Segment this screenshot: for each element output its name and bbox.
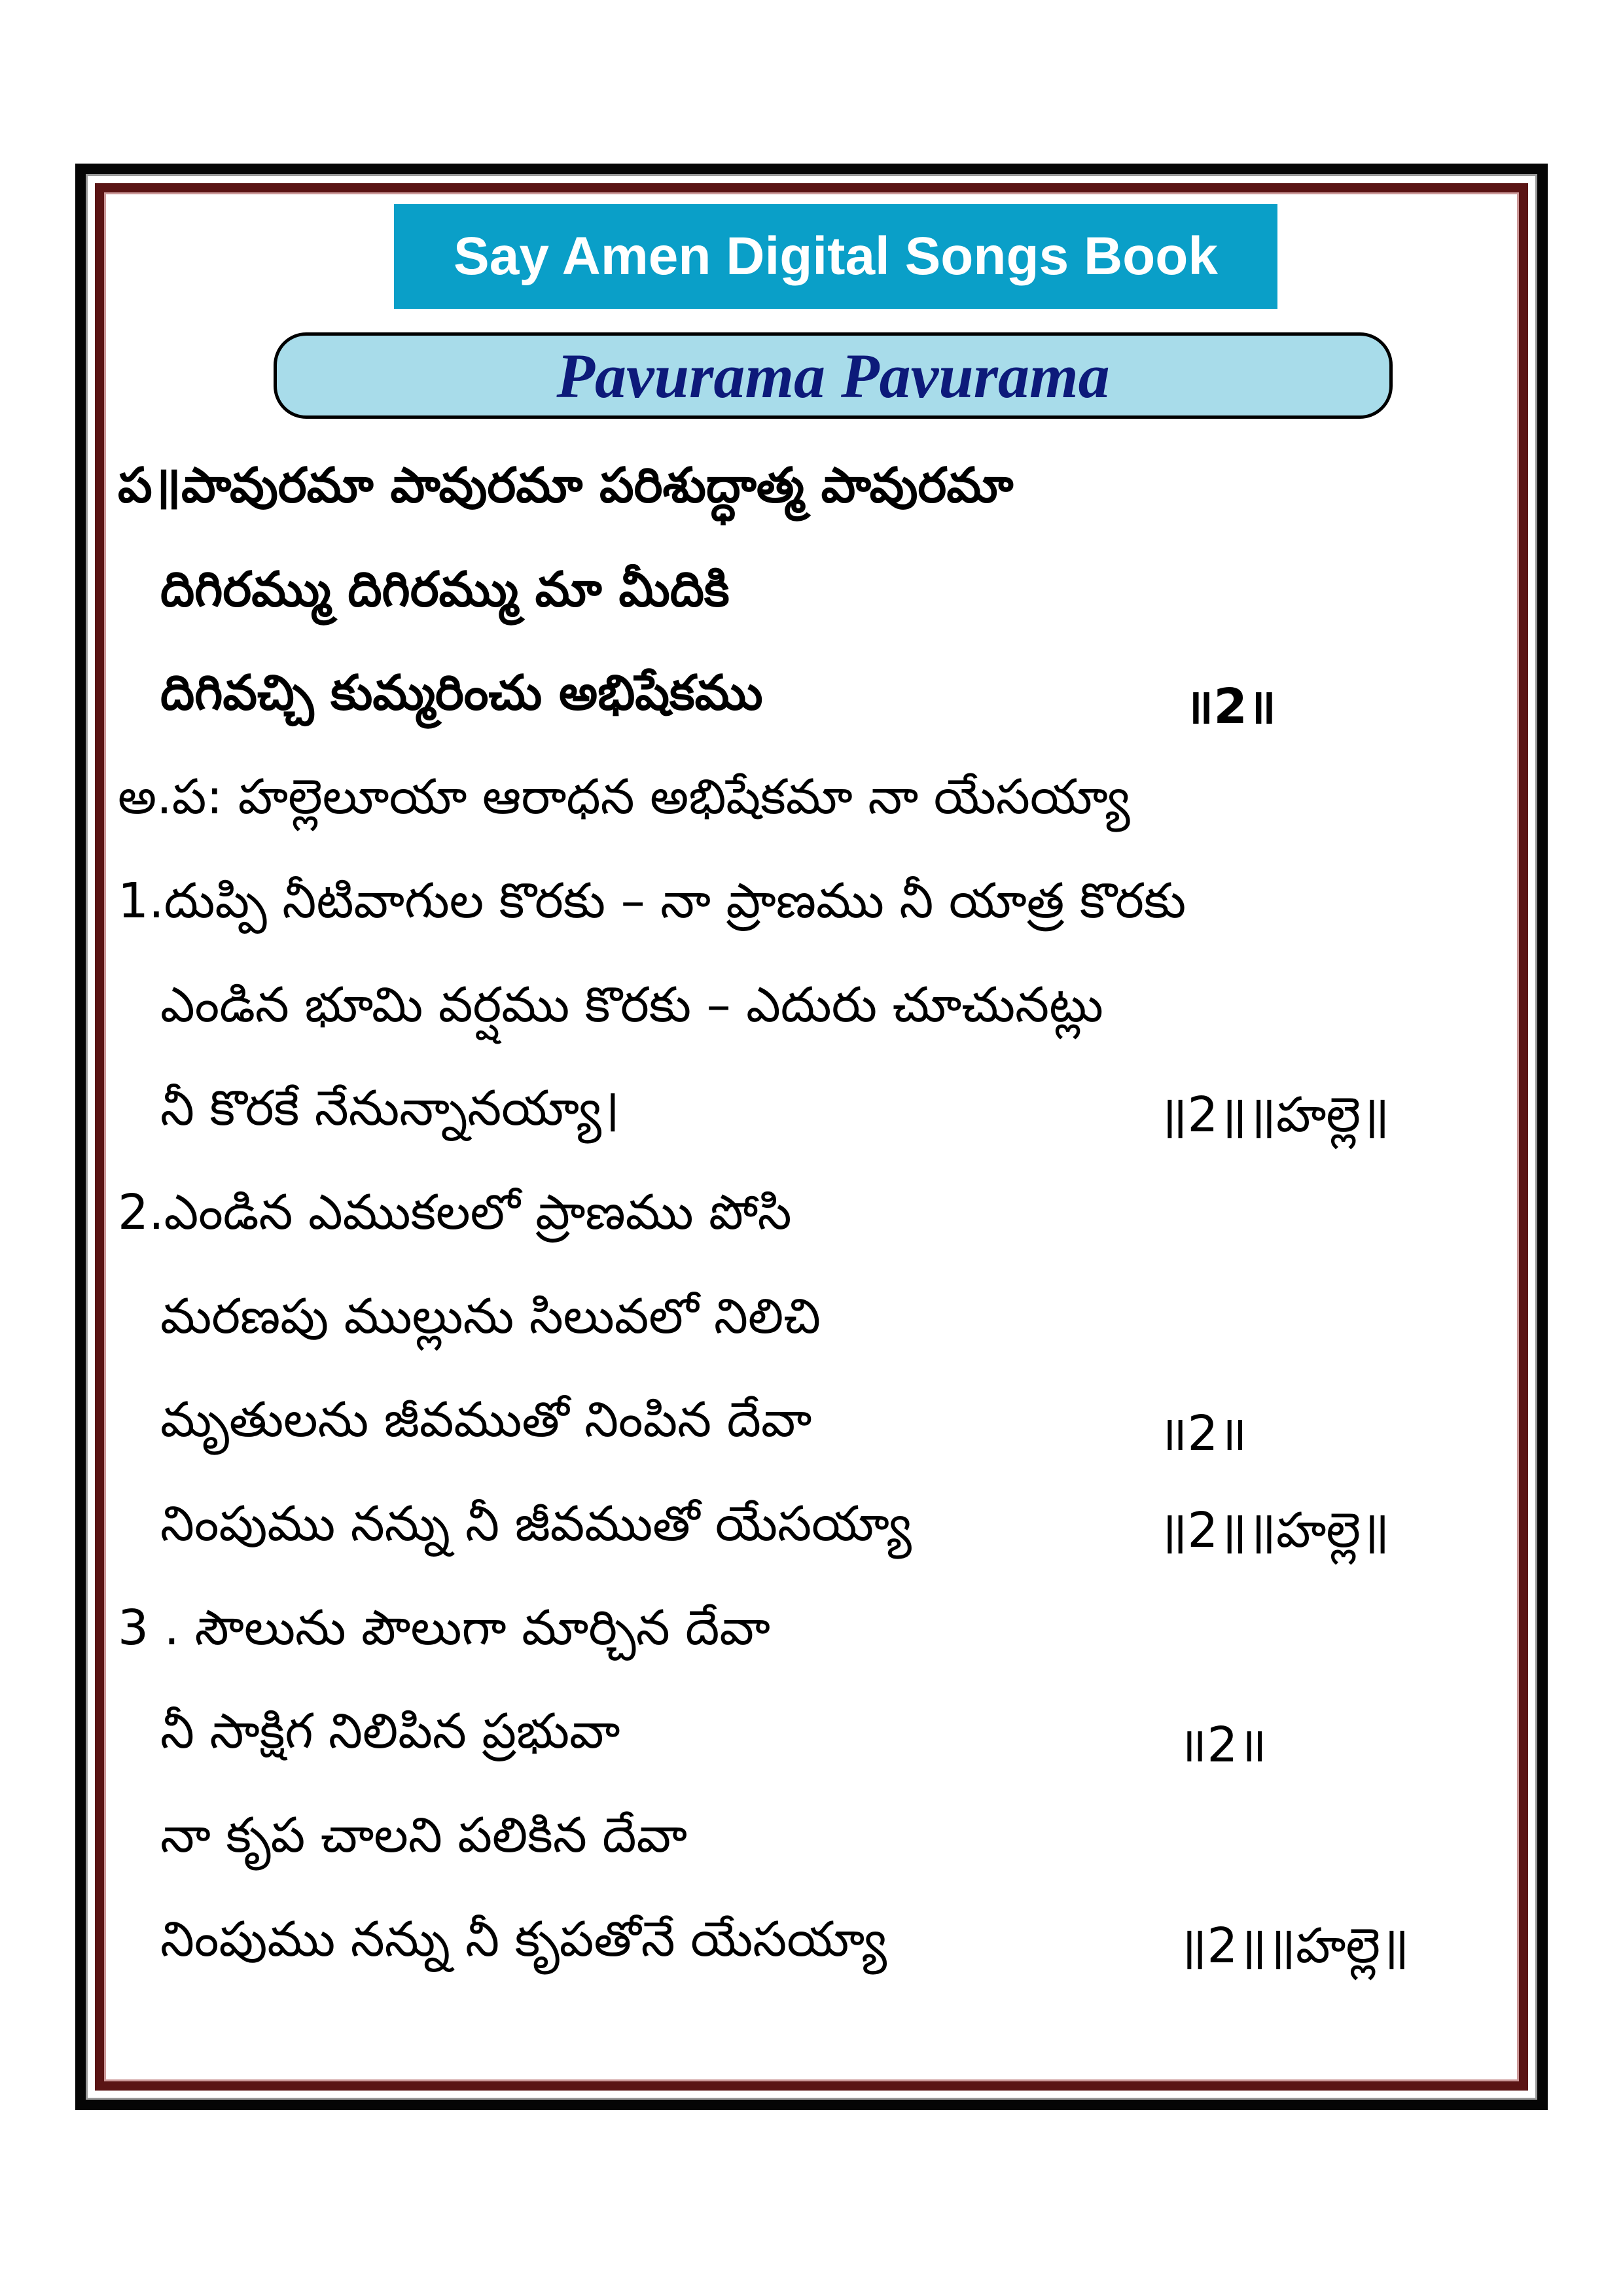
repeat-marker: ॥2॥ — [1178, 1717, 1267, 1774]
lyric-line: మృతులను జీవముతో నింపిన దేవా — [160, 1392, 812, 1449]
lyric-line: నీ సాక్షిగ నిలిపిన ప్రభువా — [160, 1703, 620, 1760]
lyric-line: నా కృప చాలని పలికిన దేవా — [160, 1807, 688, 1864]
lyric-line: నింపుము నన్ను నీ జీవముతో యేసయ్యా — [160, 1496, 912, 1552]
lyric-line: 2.ఎండిన ఎముకలలో ప్రాణము పోసి — [118, 1184, 792, 1241]
lyric-line: మరణపు ముల్లును సిలువలో నిలిచి — [160, 1288, 821, 1345]
lyric-line: నీ కొరకే నేనున్నానయ్యా। — [160, 1080, 620, 1137]
songbook-banner: Say Amen Digital Songs Book — [394, 204, 1277, 309]
lyric-line: దిగిరమ్ము దిగిరమ్ము మా మీదికి — [160, 561, 730, 618]
repeat-marker: ॥2॥॥హల్లె॥ — [1158, 1087, 1390, 1144]
lyric-line: ప॥పావురమా పావురమా పరిశుద్ధాత్మ పావురమా — [118, 457, 1014, 514]
lyric-line: దిగివచ్చి కుమ్మరించు అభిషేకము — [160, 665, 763, 722]
repeat-marker: ॥2॥॥హల్లె॥ — [1178, 1917, 1410, 1974]
lyric-line: 1.దుప్పి నీటివాగుల కొరకు – నా ప్రాణము నీ యాత్ర కొరకు — [118, 872, 1186, 929]
lyric-line: నింపుము నన్ను నీ కృపతోనే యేసయ్యా — [160, 1911, 887, 1968]
lyric-line: అ.ప: హల్లెలూయా ఆరాధన అభిషేకమా నా యేసయ్యా — [118, 769, 1130, 826]
lyric-line: ఎండిన భూమి వర్షము కొరకు – ఎదురు చూచునట్లు — [160, 976, 1103, 1033]
song-title: Pavurama Pavurama — [274, 332, 1393, 419]
lyric-line: 3 . సౌలును పౌలుగా మార్చిన దేవా — [118, 1599, 770, 1656]
repeat-marker: ॥2॥ — [1158, 1405, 1247, 1462]
repeat-marker: ॥2॥ — [1185, 679, 1277, 735]
repeat-marker: ॥2॥॥హల్లె॥ — [1158, 1502, 1390, 1559]
